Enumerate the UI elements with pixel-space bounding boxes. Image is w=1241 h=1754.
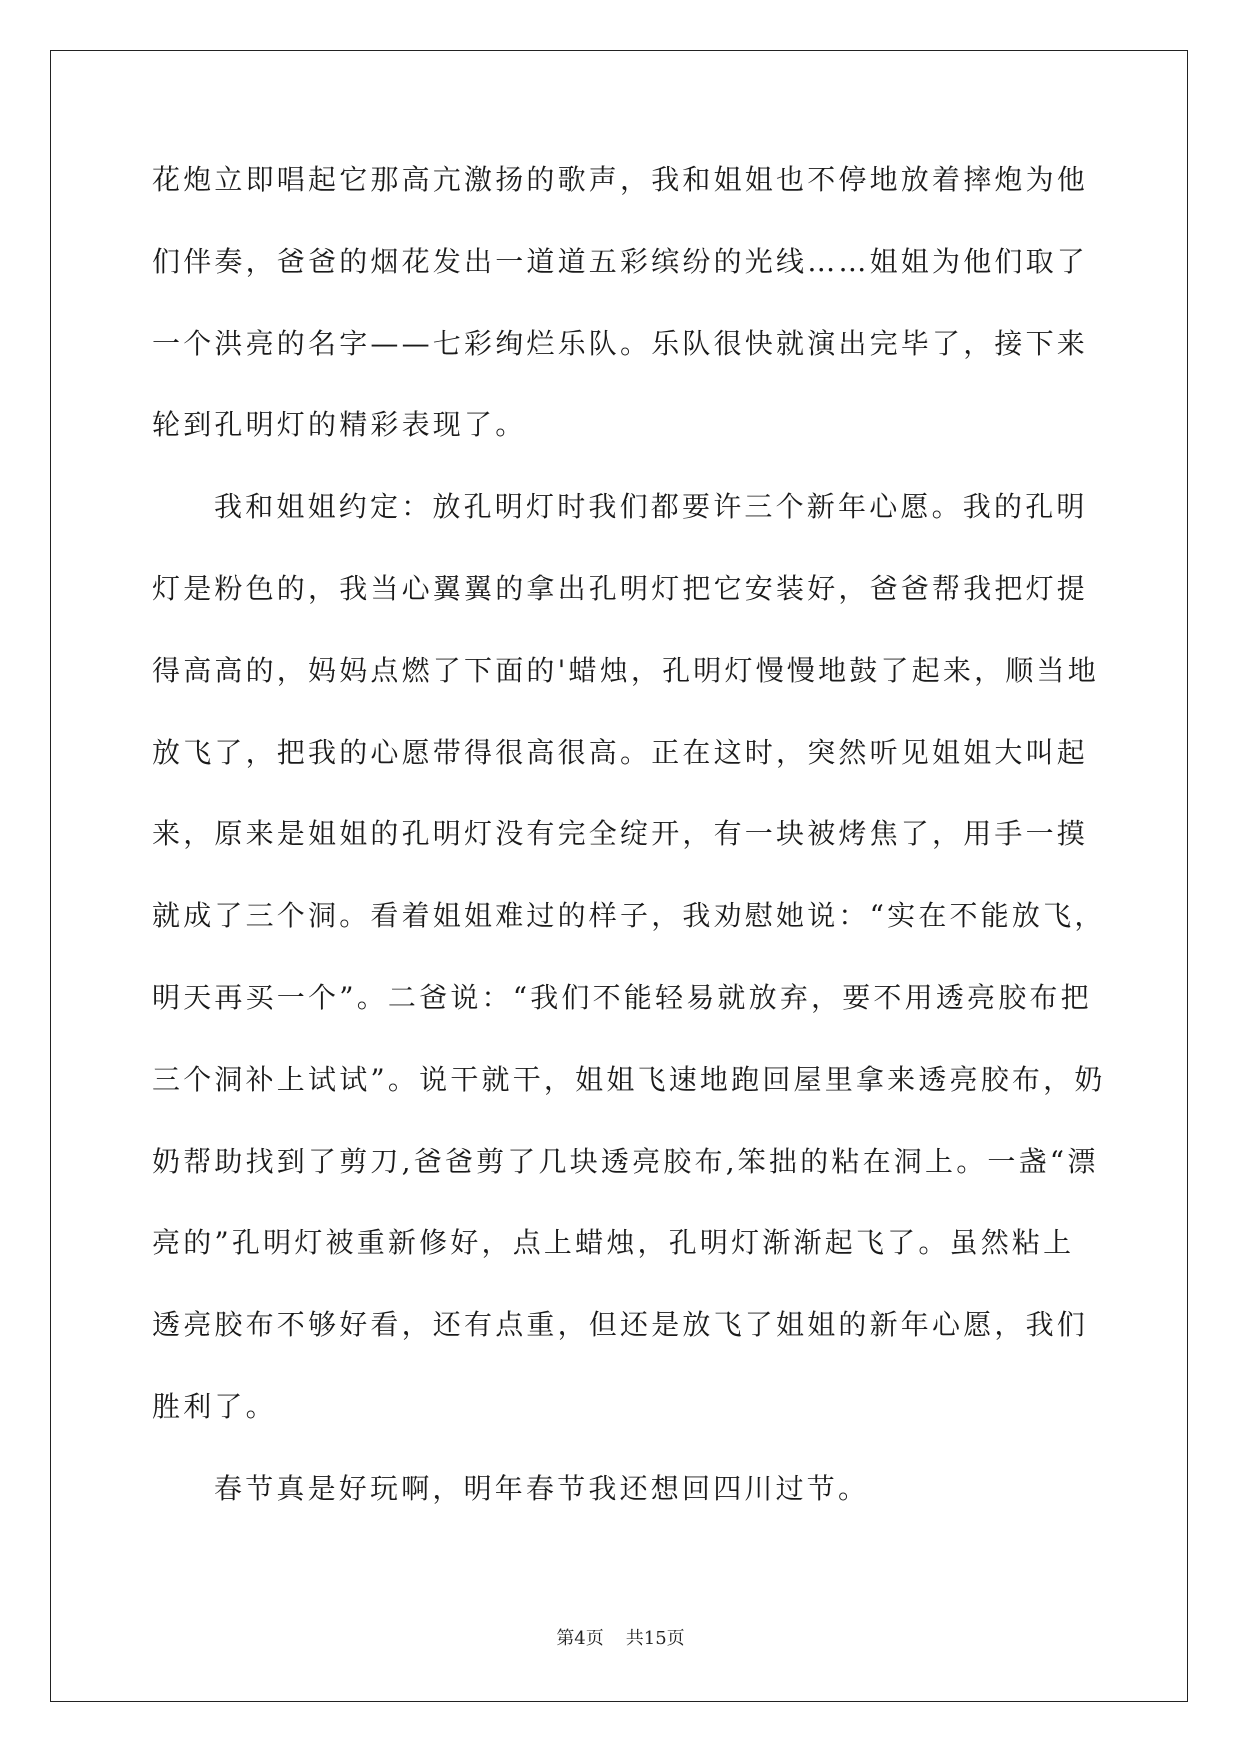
text-line: 我和姐姐约定：放孔明灯时我们都要许三个新年心愿。我的孔明	[214, 490, 1088, 524]
text-line: 明天再买一个”。二爸说：“我们不能轻易就放弃，要不用透亮胶布把	[152, 980, 1092, 1014]
document-body	[152, 158, 1106, 1549]
text-line: 放飞了，把我的心愿带得很高很高。正在这时，突然听见姐姐大叫起	[152, 735, 1089, 769]
page-total: 共15页	[625, 1628, 685, 1649]
text-line: 得高高的，妈妈点燃了下面的'蜡烛，孔明灯慢慢地鼓了起来，顺当地	[152, 653, 1099, 687]
text-line: 奶帮助找到了剪刀,爸爸剪了几块透亮胶布,笨拙的粘在洞上。一盏“漂	[152, 1144, 1099, 1178]
text-line: 花炮立即唱起它那高亢激扬的歌声，我和姐姐也不停地放着摔炮为他	[152, 163, 1089, 196]
text-line: 透亮胶布不够好看，还有点重，但还是放飞了姐姐的新年心愿，我们	[152, 1308, 1089, 1342]
text-line: 灯是粉色的，我当心翼翼的拿出孔明灯把它安装好，爸爸帮我把灯提	[152, 571, 1089, 605]
page-number: 第4页	[556, 1628, 604, 1649]
text-line: 一个洪亮的名字——七彩绚烂乐队。乐队很快就演出完毕了，接下来	[152, 326, 1089, 360]
text-line: 亮的”孔明灯被重新修好，点上蜡烛，孔明灯渐渐起飞了。虽然粘上	[152, 1226, 1075, 1260]
text-line: 轮到孔明灯的精彩表现了。	[152, 408, 527, 442]
text-line: 就成了三个洞。看着姐姐难过的样子，我劝慰她说：“实在不能放飞，	[152, 899, 1106, 933]
text-line: 三个洞补上试试”。说干就干，姐姐飞速地跑回屋里拿来透亮胶布，奶	[152, 1062, 1106, 1096]
text-line: 们伴奏，爸爸的烟花发出一道道五彩缤纷的光线……姐姐为他们取了	[152, 244, 1089, 278]
text-line: 胜利了。	[152, 1389, 277, 1423]
page-footer	[0, 1624, 1241, 1650]
text-line: 春节真是好玩啊，明年春节我还想回四川过节。	[214, 1471, 870, 1505]
text-line: 来，原来是姐姐的孔明灯没有完全绽开，有一块被烤焦了，用手一摸	[152, 817, 1089, 851]
